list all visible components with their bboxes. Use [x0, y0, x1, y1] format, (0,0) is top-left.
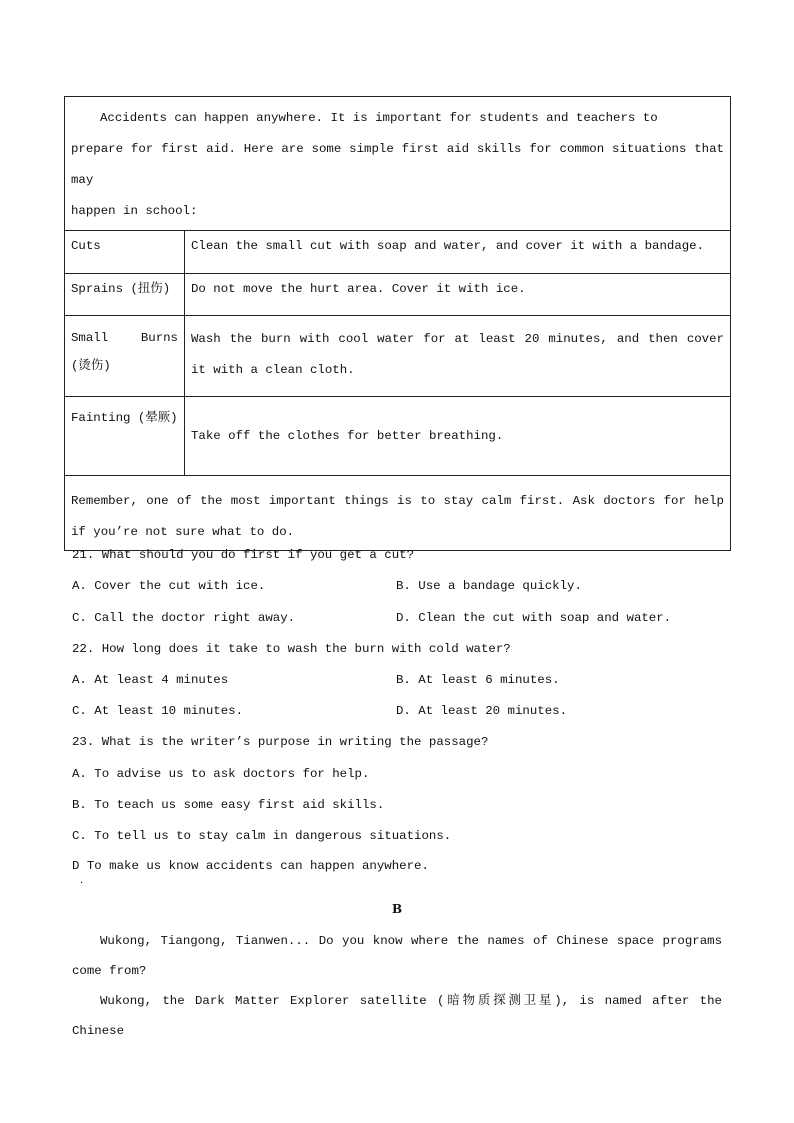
action-cell: Do not move the hurt area. Cover it with ice.: [185, 274, 731, 316]
section-b-title: B: [392, 902, 403, 916]
section-b-paragraph-1: Wukong, Tiangong, Tianwen... Do you know where the names of Chinese space programs come from?: [72, 934, 722, 978]
question-23-option-d: D To make us know accidents can happen anywhere.: [72, 859, 429, 873]
question-22-option-a: A. At least 4 minutes: [72, 673, 229, 687]
table-row: [65, 274, 731, 316]
question-23-stem: 23. What is the writer’s purpose in writing the passage?: [72, 735, 489, 749]
intro-cell: [65, 97, 731, 231]
intro-line-1: Accidents can happen anywhere. It is important for students and teachers to: [100, 111, 658, 125]
question-21-option-c: C. Call the doctor right away.: [72, 611, 296, 625]
question-23-option-b: B. To teach us some easy first aid skills.: [72, 798, 385, 812]
question-22-stem: 22. How long does it take to wash the burn with cold water?: [72, 642, 511, 656]
question-22-option-d: D. At least 20 minutes.: [396, 704, 568, 718]
situation-cell: Fainting (晕厥): [65, 397, 185, 476]
intro-line-2: prepare for first aid. Here are some simple first aid skills for common situations that may: [71, 142, 724, 187]
first-aid-table: [64, 96, 731, 551]
intro-line-3: happen in school:: [71, 204, 198, 218]
situation-cell: Small Burns (烫伤): [65, 316, 185, 397]
question-21-option-d: D. Clean the cut with soap and water.: [396, 611, 672, 625]
question-22-option-b: B. At least 6 minutes.: [396, 673, 560, 687]
situation-cell: Cuts: [65, 231, 185, 274]
reminder-note: Remember, one of the most important things is to stay calm first. Ask doctors for help if you’re not sure what to do.: [65, 476, 731, 551]
question-23-option-a: A. To advise us to ask doctors for help.: [72, 767, 370, 781]
section-b-paragraph-2: Wukong, the Dark Matter Explorer satellite (暗物质探测卫星), is named after the Chinese: [72, 994, 722, 1038]
table-row: [65, 397, 731, 476]
situation-cell: Sprains (扭伤): [65, 274, 185, 316]
action-cell: Clean the small cut with soap and water, and cover it with a bandage.: [185, 231, 731, 274]
stray-dot: ·: [80, 878, 84, 889]
question-21-stem: 21. What should you do first if you get a cut?: [72, 548, 415, 562]
table-row: [65, 316, 731, 397]
question-23-option-c: C. To tell us to stay calm in dangerous situations.: [72, 829, 452, 843]
table-row: [65, 231, 731, 274]
question-21-option-b: B. Use a bandage quickly.: [396, 579, 582, 593]
action-cell: Wash the burn with cool water for at least 20 minutes, and then cover it with a clean cloth.: [185, 316, 731, 397]
question-21-option-a: A. Cover the cut with ice.: [72, 579, 266, 593]
action-cell: Take off the clothes for better breathing.: [185, 397, 731, 476]
question-22-option-c: C. At least 10 minutes.: [72, 704, 244, 718]
